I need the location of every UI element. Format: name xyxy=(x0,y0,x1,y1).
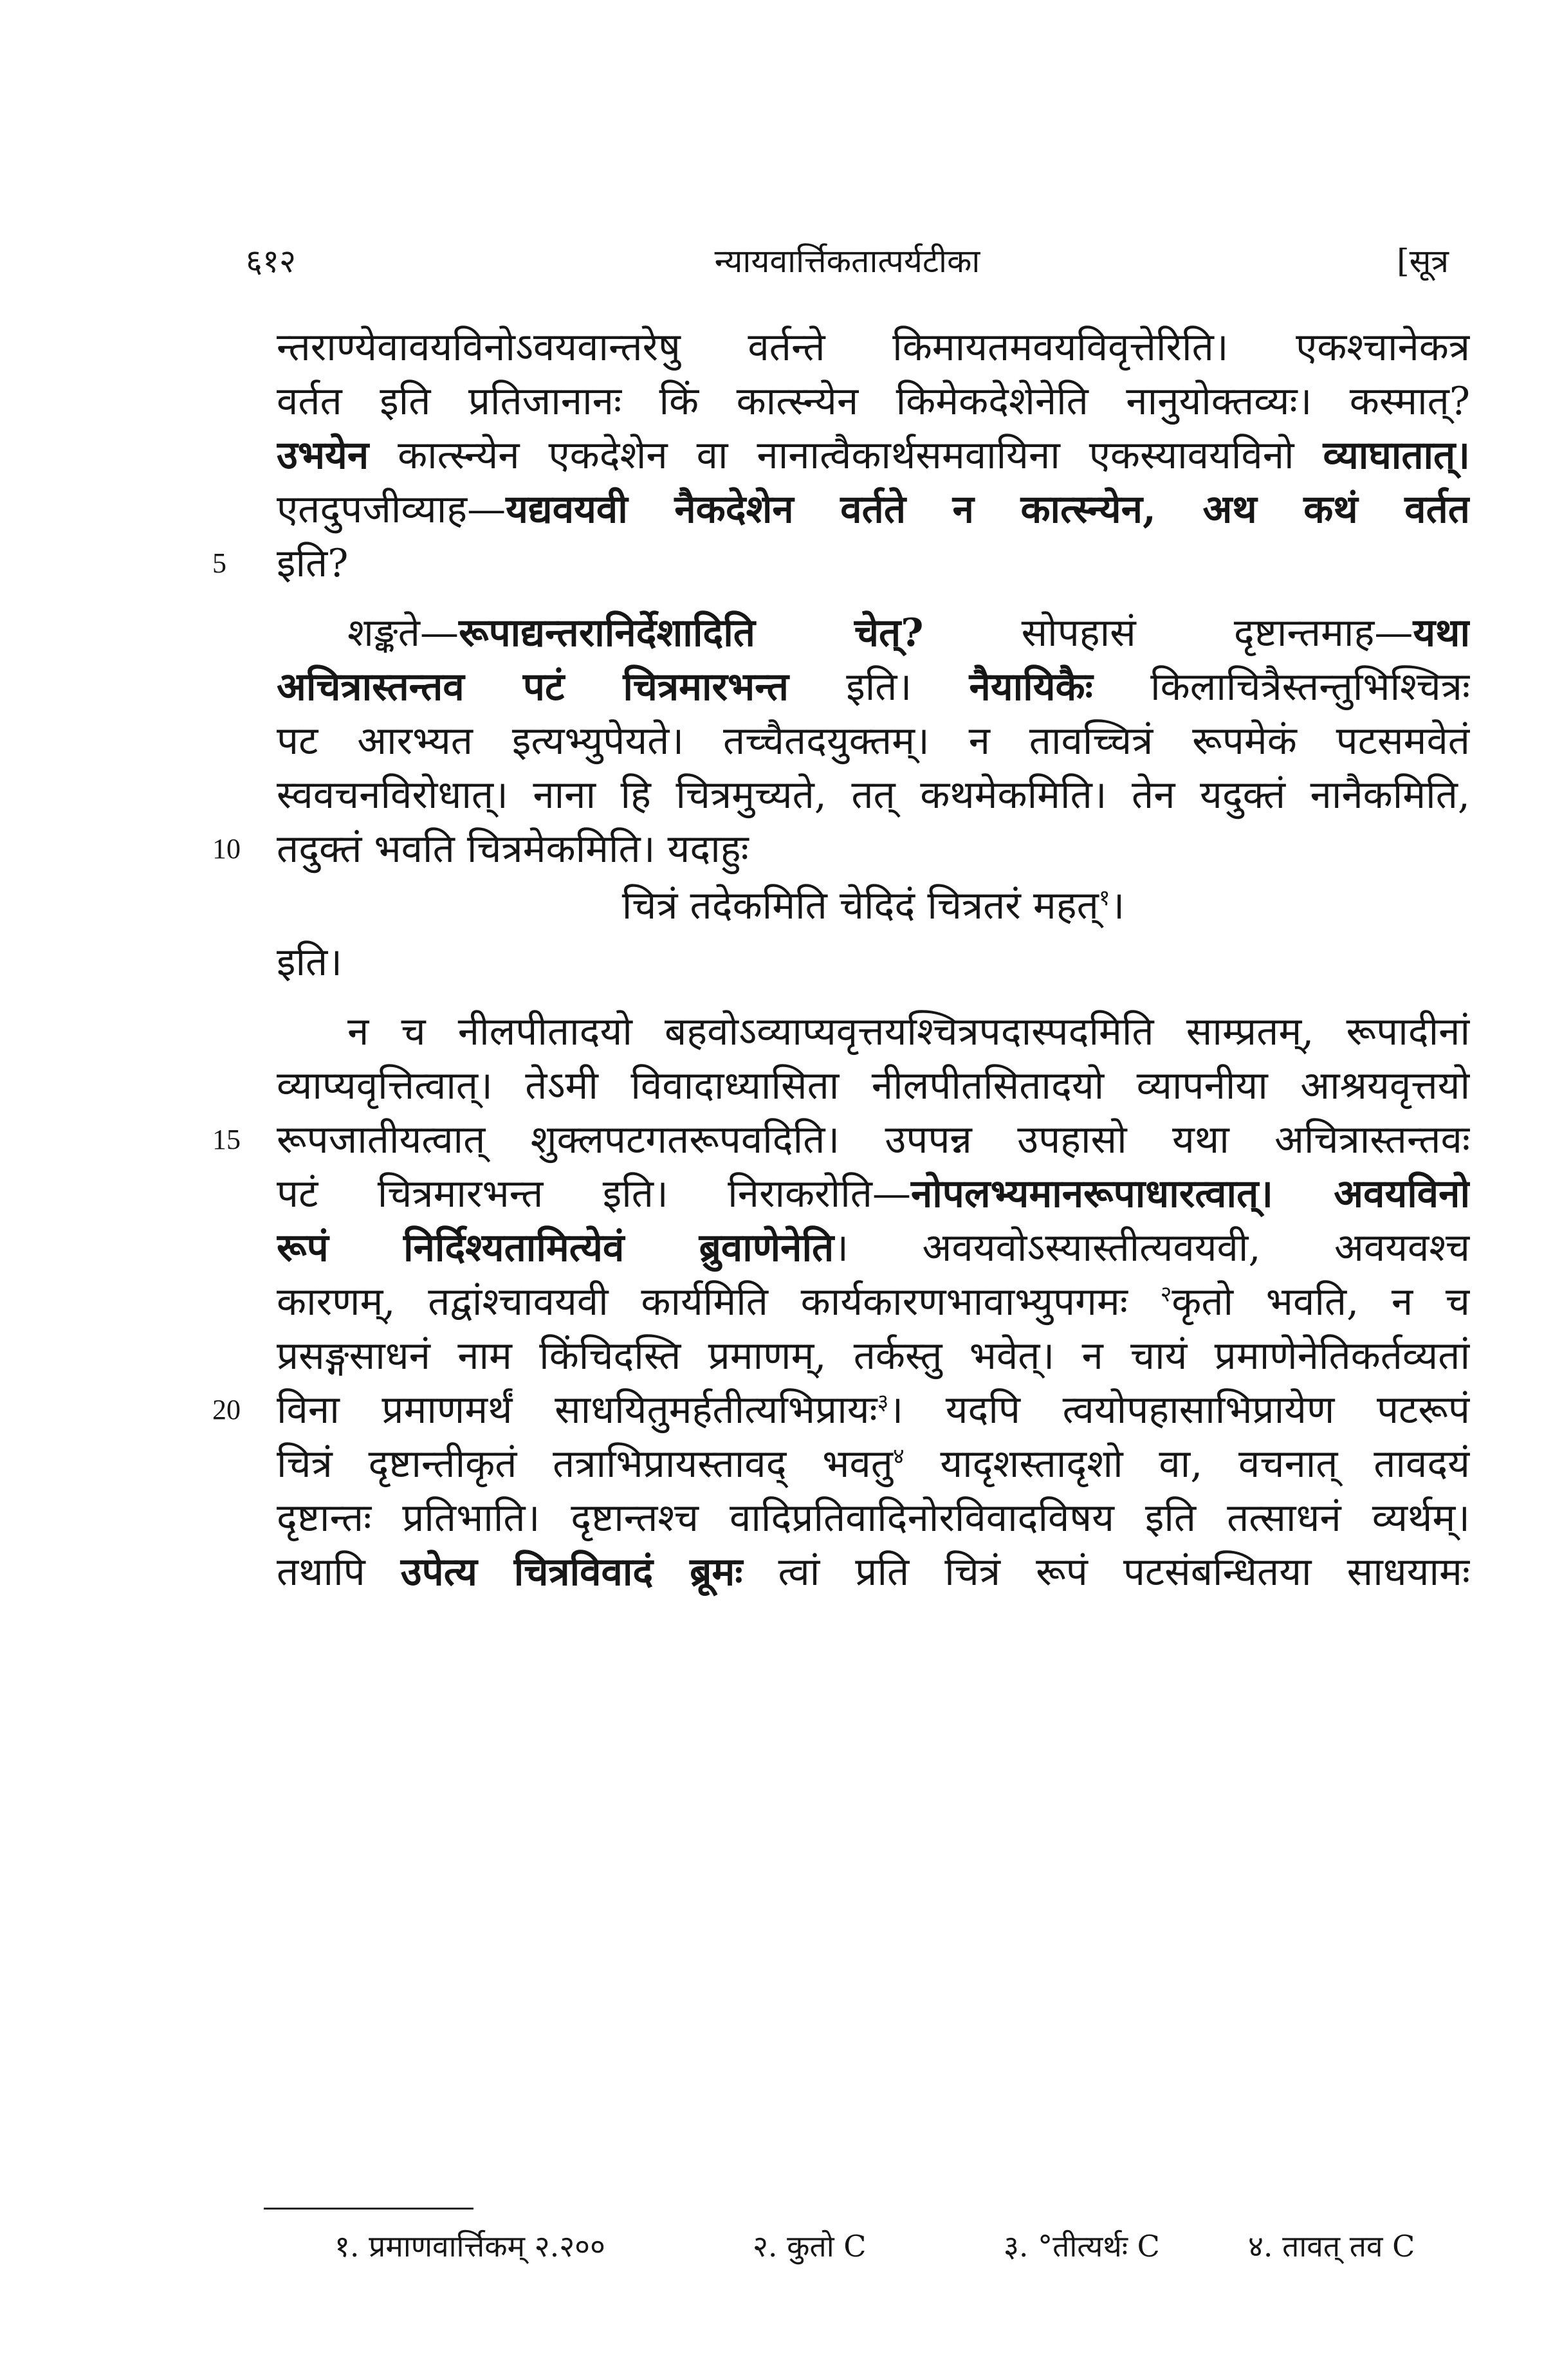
text-line-10: तदुक्तं भवति चित्रमेकमिति। यदाहुः xyxy=(277,827,749,872)
running-title: न्यायवार्त्तिकतात्पर्यटीका xyxy=(714,243,980,280)
footnote-4: ४. तावत् तव C xyxy=(1248,2229,1415,2264)
section-mark: [सूत्र xyxy=(1397,243,1449,280)
footnote-ref-3: ३ xyxy=(877,1389,889,1415)
line-number-10: 10 xyxy=(212,833,241,865)
text-line-7: अचित्रास्तन्तव पटं चित्रमारभन्त इति। नैयायिकैः किलाचित्रैस्तन्तुभिश्चित्रः xyxy=(277,664,1470,709)
text-line-11: इति। xyxy=(277,940,342,985)
footnote-2: २. कुतो C xyxy=(753,2229,867,2264)
footnote-ref-1: १ xyxy=(1098,885,1110,911)
footnote-3: ३. °तीत्यर्थः C xyxy=(1004,2229,1160,2264)
page-header xyxy=(246,238,1449,289)
verse-quote: चित्रं तदेकमिति चेदिदं चित्रतरं महत्$^१$। xyxy=(621,883,1125,928)
text-line-4: एतदुपजीव्याह—यद्यवयवी नैकदेशेन वर्तते न कात्स्न्येन, अथ कथं वर्तत xyxy=(277,487,1470,532)
text-line-8: पट आरभ्यत इत्यभ्युपेयते। तच्चैतदयुक्तम्। न तावच्चित्रं रूपमेकं पटसमवेतं xyxy=(277,719,1470,764)
text-line-20: चित्रं दृष्टान्तीकृतं तत्राभिप्रायस्तावद् भवतु$^४$ यादृशस्तादृशो वा, वचनात् तावदयं xyxy=(277,1442,1470,1487)
text-line-22: तथापि उपेत्य चित्रविवादं ब्रूमः त्वां प्रति चित्रं रूपं पटसंबन्धितया साधयामः xyxy=(277,1550,1470,1595)
text-line-18: प्रसङ्गसाधनं नाम किंचिदस्ति प्रमाणम्, तर्कस्तु भवेत्। न चायं प्रमाणेनेतिकर्तव्यतां xyxy=(277,1333,1470,1378)
footnote-ref-4: ४ xyxy=(892,1443,905,1469)
text-line-9: स्ववचनविरोधात्। नाना हि चित्रमुच्यते, तत् कथमेकमिति। तेन यदुक्तं नानैकमिति, xyxy=(277,773,1470,818)
text-line-13: व्याप्यवृत्तित्वात्। तेऽमी विवादाध्यासिता नीलपीतसितादयो व्यापनीया आश्रयवृत्तयो xyxy=(277,1063,1470,1108)
line-number-20: 20 xyxy=(212,1394,241,1425)
text-line-1: न्तराण्येवावयविनोऽवयवान्तरेषु वर्तन्ते किमायतमवयविवृत्तेरिति। एकश्चानेकत्र xyxy=(277,325,1470,370)
text-line-12: न च नीलपीतादयो बहवोऽव्याप्यवृत्तयश्चित्रपदास्पदमिति साम्प्रतम्, रूपादीनां xyxy=(347,1009,1470,1054)
text-line-3: उभयेन कात्स्न्येन एकदेशेन वा नानात्वैकार्थसमवायिना एकस्यावयविनो व्याघातात्। xyxy=(277,433,1470,478)
text-line-15: पटं चित्रमारभन्त इति। निराकरोति—नोपलभ्यमानरूपाधारत्वात्। अवयविनो xyxy=(277,1171,1470,1216)
text-line-16: रूपं निर्दिश्यतामित्येवं ब्रुवाणेनेति। अवयवोऽस्यास्तीत्यवयवी, अवयवश्च xyxy=(277,1225,1470,1270)
line-number-15: 15 xyxy=(212,1124,241,1155)
text-line-5: इति? xyxy=(277,541,349,586)
footnote-rule xyxy=(264,2208,473,2210)
line-number-5: 5 xyxy=(212,547,226,579)
text-line-19: विना प्रमाणमर्थं साधयितुमर्हतीत्यभिप्रायः$^३$। यदपि त्वयोपहासाभिप्रायेण पटरूपं xyxy=(277,1387,1470,1433)
text-line-2: वर्तत इति प्रतिजानानः किं कात्स्न्येन किमेकदेशेनेति नानुयोक्तव्यः। कस्मात्? xyxy=(277,379,1470,424)
page-number: ६१२ xyxy=(246,243,296,280)
text-line-6: शङ्कते—रूपाद्यन्तरानिर्देशादिति चेत्? सोपहासं दृष्टान्तमाह—यथा xyxy=(347,610,1470,655)
text-line-21: दृष्टान्तः प्रतिभाति। दृष्टान्तश्च वादिप्रतिवादिनोरविवादविषय इति तत्साधनं व्यर्थम्। xyxy=(277,1496,1470,1541)
text-line-17: कारणम्, तद्वांश्चावयवी कार्यमिति कार्यकारणभावाभ्युपगमः $^२$कृतो भवति, न च xyxy=(277,1279,1470,1324)
text-line-14: रूपजातीयत्वात् शुक्लपटगतरूपवदिति। उपपन्न उपहासो यथा अचित्रास्तन्तवः xyxy=(277,1117,1470,1162)
footnote-ref-2: २ xyxy=(1160,1281,1172,1307)
footnotes xyxy=(335,2220,1467,2272)
footnote-1: १. प्रमाणवार्त्तिकम् २.२०० xyxy=(335,2229,605,2264)
